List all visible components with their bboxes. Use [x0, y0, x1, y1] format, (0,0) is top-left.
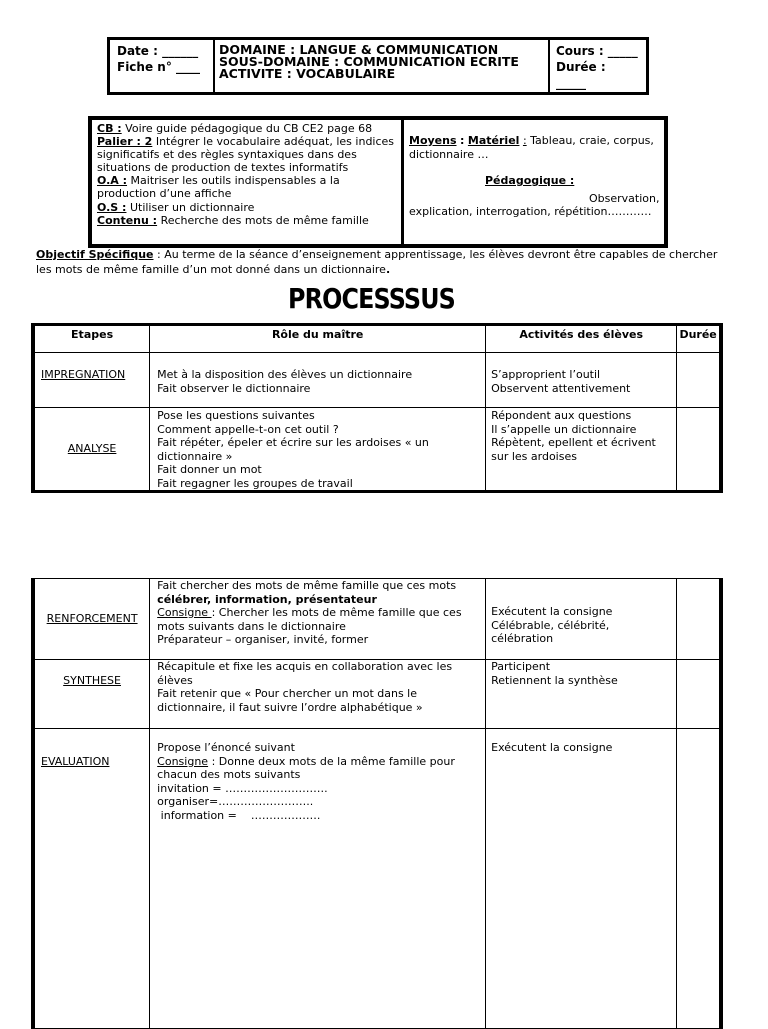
activite-line: Exécutent la consigne [491, 741, 613, 754]
domaine: DOMAINE : LANGUE & COMMUNICATION [219, 42, 499, 57]
duree-label: Durée : [556, 60, 606, 74]
activite-line: Célébrable, célébrité, célébration [491, 618, 610, 645]
cb-label: CB : [97, 122, 122, 135]
duree-cell [677, 729, 721, 1029]
duree-cell [677, 353, 721, 408]
palier-label: Palier : 2 [97, 135, 153, 149]
activite-line: Retiennent la synthèse [491, 673, 618, 687]
oa-text: Maitriser les outils indispensables a la production d’une affiche [97, 174, 340, 201]
os-label: O.S : [97, 200, 127, 214]
cb-left [92, 120, 404, 244]
role-line: Récapitule et fixe les acquis en collaboration avec les élèves [157, 660, 453, 687]
cb-box [88, 116, 668, 248]
etape-renforcement: RENFORCEMENT [46, 612, 138, 626]
objectif-label: Objectif Spécifique [36, 248, 154, 261]
table-row [33, 660, 721, 729]
sous-domaine: SOUS-DOMAINE : COMMUNICATION ECRITE [219, 54, 519, 69]
processus-title: PROCESSSUS [288, 282, 455, 315]
consigne-text: : Chercher les mots de même famille que ces mots suivants dans le dictionnaire [157, 606, 462, 633]
contenu-label: Contenu : [97, 213, 158, 227]
oa-label: O.A : [97, 174, 128, 188]
etape-impregnation: IMPREGNATION [41, 368, 126, 381]
cb-text: Voire guide pédagogique du CB CE2 page 68 [121, 122, 373, 135]
os-text: Utiliser un dictionnaire [126, 200, 255, 214]
fiche-label: Fiche n° ____ [117, 60, 201, 74]
role-line: Fait chercher des mots de même famille que ces mots [157, 579, 457, 592]
table-row [33, 353, 721, 408]
palier-text: Intégrer le vocabulaire adéquat, les indices significatifs et des règles syntaxiques dans des situations de production de textes informatifs [97, 135, 395, 175]
cb-right: Moyens : Matériel : Tableau, craie, corpus, dictionnaire … Pédagogique : Observation, explication, interrogation, répétition………… [409, 134, 660, 218]
role-line: Comment appelle-t-on cet outil ? [157, 422, 339, 436]
eval-item: organiser=…………………….. [157, 795, 314, 808]
header-etapes: Etapes [33, 325, 150, 353]
consigne-label: Consigne [157, 606, 212, 619]
processus-table-part1 [31, 323, 723, 493]
activite-line: S’approprient l’outil [491, 368, 601, 381]
activite-line: Participent [491, 660, 551, 673]
header-duree: Durée [677, 325, 721, 353]
table-row [33, 579, 721, 660]
pedagogique-text: Observation, explication, interrogation, répétition………… [409, 191, 660, 218]
moyens-label: Moyens [409, 134, 457, 147]
objectif-specifique [36, 248, 736, 277]
header-box [107, 37, 649, 95]
table-row [33, 408, 721, 492]
role-line: Fait retenir que « Pour chercher un mot dans le dictionnaire, il faut suivre l’ordre alphabétique » [157, 687, 423, 714]
materiel-text: Tableau, craie, corpus, dictionnaire … [409, 134, 654, 161]
table-row [33, 729, 721, 1029]
role-line: Préparateur – organiser, invité, former [157, 633, 369, 646]
processus-table-part2 [31, 578, 723, 1029]
pedagogique-label: Pédagogique : [485, 174, 575, 187]
header-activites: Activités des élèves [486, 325, 677, 353]
etape-synthese: SYNTHESE [63, 674, 121, 687]
etape-analyse: ANALYSE [67, 442, 117, 456]
role-line: Fait regagner les groupes de travail [157, 476, 353, 490]
objectif-end: . [385, 262, 391, 276]
activite-line: Observent attentivement [491, 381, 631, 395]
duree-cell [677, 408, 721, 492]
role-line: Fait observer le dictionnaire [157, 381, 311, 395]
role-line: Fait répéter, épeler et écrire sur les ardoises « un dictionnaire » [157, 436, 429, 463]
cours-duree-cell [550, 40, 646, 92]
domaine-cell [215, 40, 550, 92]
contenu-text: Recherche des mots de même famille [157, 213, 369, 227]
activite-line: Répondent aux questions [491, 409, 632, 422]
consigne-text: : Donne deux mots de la même famille pour chacun des mots suivants [157, 754, 455, 781]
cours-label: Cours : _____ [556, 44, 638, 58]
activite: ACTIVITE : VOCABULAIRE [219, 66, 396, 81]
activite-line: Il s’appelle un dictionnaire [491, 422, 637, 436]
date-fiche-cell [110, 40, 215, 92]
etape-evaluation: EVALUATION [41, 755, 110, 768]
role-bold-words: célébrer, information, présentateur [157, 592, 377, 606]
duree-cell [677, 579, 721, 660]
activite-line: Exécutent la consigne [491, 605, 613, 618]
materiel-label: Matériel [467, 134, 520, 147]
objectif-text: : Au terme de la séance d’enseignement apprentissage, les élèves devront être capables de chercher les mots de même famille d’un mot donné dans un dictionnaire [36, 248, 718, 276]
role-line: Met à la disposition des élèves un dictionnaire [157, 368, 413, 381]
duree-cell [677, 660, 721, 729]
role-line: Propose l’énoncé suivant [157, 741, 295, 754]
role-line: Fait donner un mot [157, 463, 262, 476]
date-label: Date : ______ [117, 44, 199, 58]
eval-item: information = ………………. [157, 808, 321, 822]
header-role: Rôle du maître [150, 325, 486, 353]
role-line: Pose les questions suivantes [157, 409, 315, 422]
eval-item: invitation = ………………………. [157, 781, 328, 795]
duree-blank: _____ [556, 76, 586, 90]
consigne-label: Consigne [157, 754, 209, 768]
activite-line: Répètent, epellent et écrivent sur les ardoises [491, 436, 656, 463]
